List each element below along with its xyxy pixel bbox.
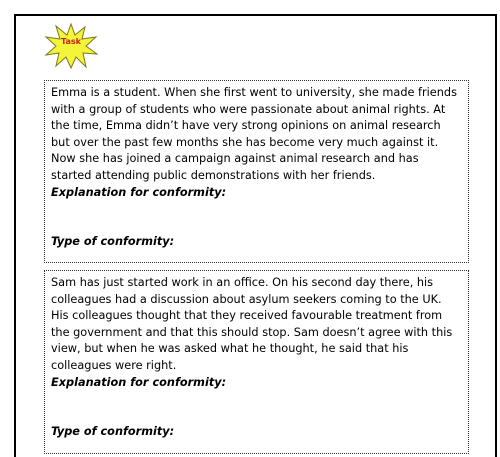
scenario-card-emma xyxy=(44,80,469,263)
scenario-card-sam xyxy=(44,270,469,454)
task-label: Task xyxy=(61,37,81,46)
starburst-icon xyxy=(44,22,98,70)
task-badge xyxy=(44,22,98,70)
explanation-label: Explanation for conformity: xyxy=(51,375,227,389)
explanation-label: Explanation for conformity: xyxy=(51,185,227,199)
scenario-text: Emma is a student. When she first went to university, she made friends with a group of students who were passionate about animal rights. At the time, Emma didn’t have very strong opinions on animal research but over the past few months she has become very much against it. Now she has joined a campaign against animal research and has started attending public demonstrations with her friends. xyxy=(51,86,457,182)
type-of-conformity-label: Type of conformity: xyxy=(51,425,175,439)
scenario-text: Sam has just started work in an office. On his second day there, his colleagues had a discussion about asylum seekers coming to the UK. His colleagues thought that they received favourable treatment from the government and that this should stop. Sam doesn’t agree with this view, but when he was asked what he thought, he said that his colleagues were right. xyxy=(51,276,453,372)
type-of-conformity-label: Type of conformity: xyxy=(51,235,175,249)
